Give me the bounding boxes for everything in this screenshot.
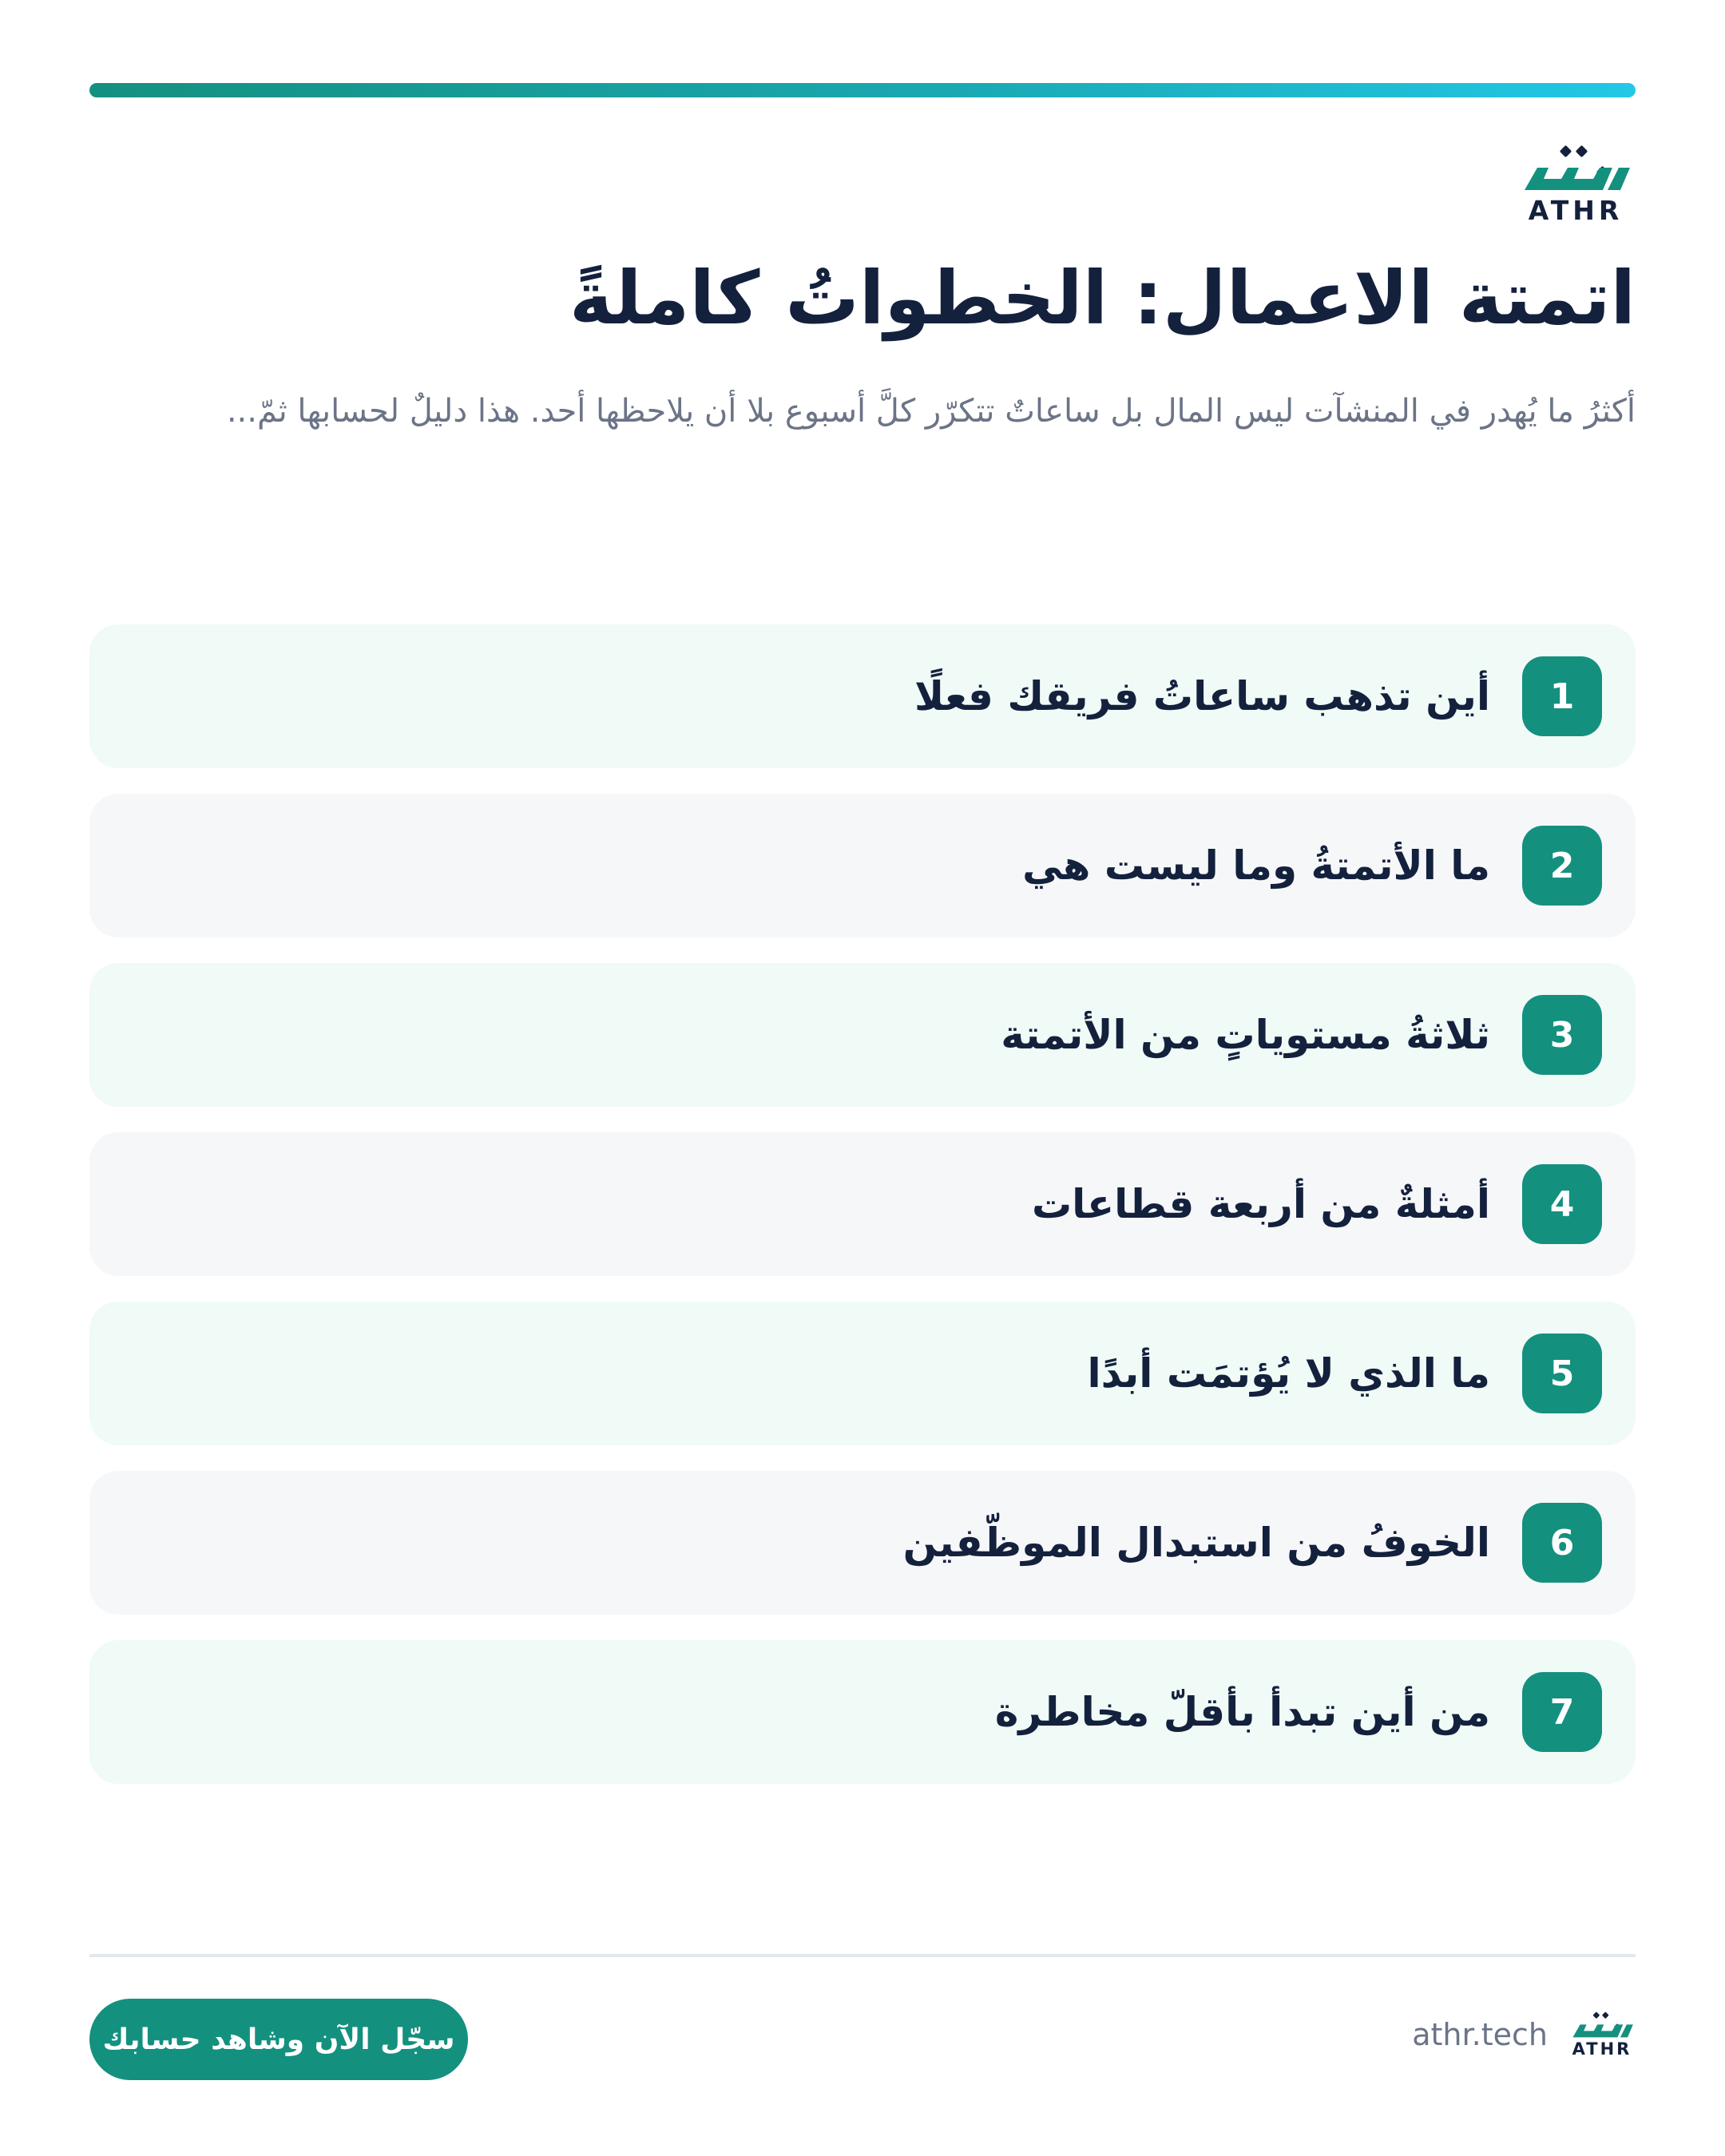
list-item[interactable] [89,963,1636,1107]
steps-list [89,624,1636,1784]
brand-logo [1516,144,1636,226]
step-label: أمثلةٌ من أربعة قطاعات [1031,1181,1490,1227]
footer-divider [89,1954,1636,1957]
footer-logo [1568,2011,1636,2059]
step-label: ما الأتمتةُ وما ليست هي [1022,842,1490,889]
step-number-badge: 4 [1522,1164,1602,1244]
step-label: الخوفُ من استبدال الموظّفين [902,1520,1490,1566]
footer-url-link[interactable]: athr.tech [1412,2017,1548,2052]
list-item[interactable] [89,794,1636,937]
athr-logo-icon [1570,2011,1634,2039]
step-number-badge: 1 [1522,656,1602,736]
page-subtitle: أكثرُ ما يُهدر في المنشآت ليس المال بل ساعاتٌ تتكرّر كلَّ أسبوع بلا أن يلاحظها أحد. هذا دليلٌ لحسابها ثمّ... [226,393,1636,430]
athr-logo-icon [1520,144,1632,193]
step-number-badge: 5 [1522,1334,1602,1413]
step-label: ثلاثةُ مستوياتٍ من الأتمتة [1001,1012,1490,1058]
list-item[interactable] [89,624,1636,768]
footer-brand [1412,2011,1636,2059]
signup-cta-button[interactable]: سجّل الآن وشاهد حسابك [89,1999,468,2080]
top-accent-bar [89,83,1636,97]
list-item[interactable] [89,1302,1636,1445]
step-number-badge: 7 [1522,1672,1602,1752]
step-number-badge: 6 [1522,1503,1602,1583]
page-title: اتمتة الاعمال: الخطواتُ كاملةً [569,256,1636,341]
step-number-badge: 2 [1522,826,1602,906]
step-number-badge: 3 [1522,995,1602,1075]
step-label: من أين تبدأ بأقلّ مخاطرة [994,1689,1490,1735]
list-item[interactable] [89,1132,1636,1276]
step-label: ما الذي لا يُؤتمَت أبدًا [1087,1350,1490,1397]
footer-logo-wordmark: ATHR [1572,2039,1632,2059]
list-item[interactable] [89,1471,1636,1615]
step-label: أين تذهب ساعاتُ فريقك فعلًا [914,673,1490,719]
list-item[interactable] [89,1640,1636,1784]
logo-wordmark: ATHR [1528,195,1624,226]
